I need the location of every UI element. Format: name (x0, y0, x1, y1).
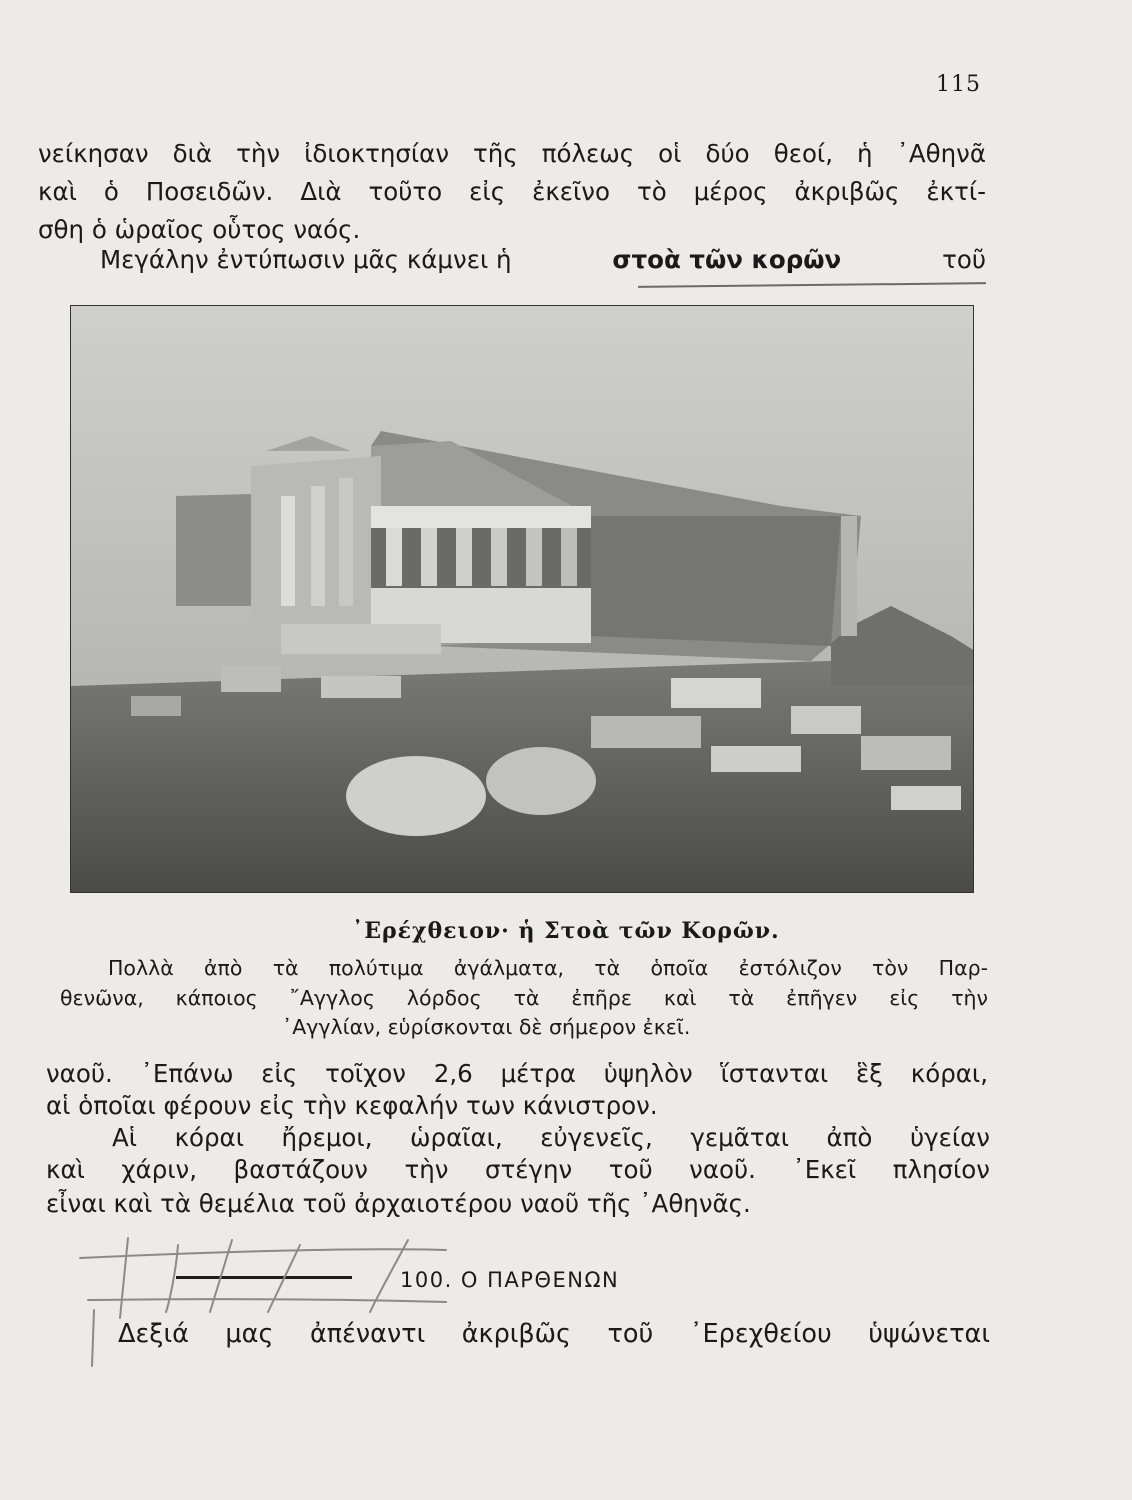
paragraph-line: Αἱ κόραι ἤρεμοι, ὡραῖαι, εὐγενεῖς, γεμᾶται ἀπὸ ὑγείαν (112, 1123, 990, 1152)
paragraph-line: καὶ ὁ Ποσειδῶν. Διὰ τοῦτο εἰς ἐκεῖνο τὸ μέρος ἀκριβῶς ἐκτί- (38, 177, 986, 206)
caption-line: ᾿Αγγλίαν, εὑρίσκονται δὲ σήμερον ἐκεῖ. (282, 1015, 691, 1039)
paragraph-line: νείκησαν διὰ τὴν ἰδιοκτησίαν τῆς πόλεως οἱ δύο θεοί, ἡ ᾿Αθηνᾶ (38, 139, 986, 168)
paragraph-line: σθη ὁ ὡραῖος οὗτος ναός. (38, 215, 361, 244)
text-span: Μεγάλην ἐντύπωσιν μᾶς κάμνει ἡ (100, 245, 512, 274)
paragraph-line: καὶ χάριν, βαστάζουν τὴν στέγην τοῦ ναοῦ. ᾿Εκεῖ πλησίον (46, 1155, 990, 1184)
caption-line: θενῶνα, κάποιος ῎Αγγλος λόρδος τὰ ἐπῆρε καὶ τὰ ἐπῆγεν εἰς τὴν (60, 986, 988, 1010)
page-number: 115 (936, 72, 981, 97)
erechtheion-photo (70, 305, 974, 893)
paragraph-line: εἶναι καὶ τὰ θεμέλια τοῦ ἀρχαιοτέρου ναοῦ τῆς ᾿Αθηνᾶς. (46, 1189, 751, 1218)
pencil-underline (638, 282, 986, 288)
caption-line: Πολλὰ ἀπὸ τὰ πολύτιμα ἀγάλματα, τὰ ὁποῖα ἐστόλιζον τὸν Παρ- (108, 956, 988, 980)
paragraph-line: Δεξιά μας ἀπέναντι ἀκριβῶς τοῦ ᾿Ερεχθείου ὑψώνεται (118, 1319, 990, 1349)
text-span: τοῦ (942, 245, 986, 274)
bold-phrase: στοὰ τῶν κορῶν (612, 245, 842, 274)
section-heading: 100. Ο ΠΑΡΘΕΝΩΝ (400, 1268, 620, 1292)
heading-rule (176, 1276, 352, 1279)
caption-title: ᾿Ερέχθειον· ἡ Στοὰ τῶν Κορῶν. (352, 918, 780, 944)
paragraph-line (100, 245, 986, 274)
paragraph-line: ναοῦ. ᾿Επάνω εἰς τοῖχον 2,6 μέτρα ὑψηλὸν ἵστανται ἓξ κόραι, (46, 1059, 988, 1088)
paragraph-line: αἱ ὁποῖαι φέρουν εἰς τὴν κεφαλήν των κάνιστρον. (46, 1091, 658, 1120)
